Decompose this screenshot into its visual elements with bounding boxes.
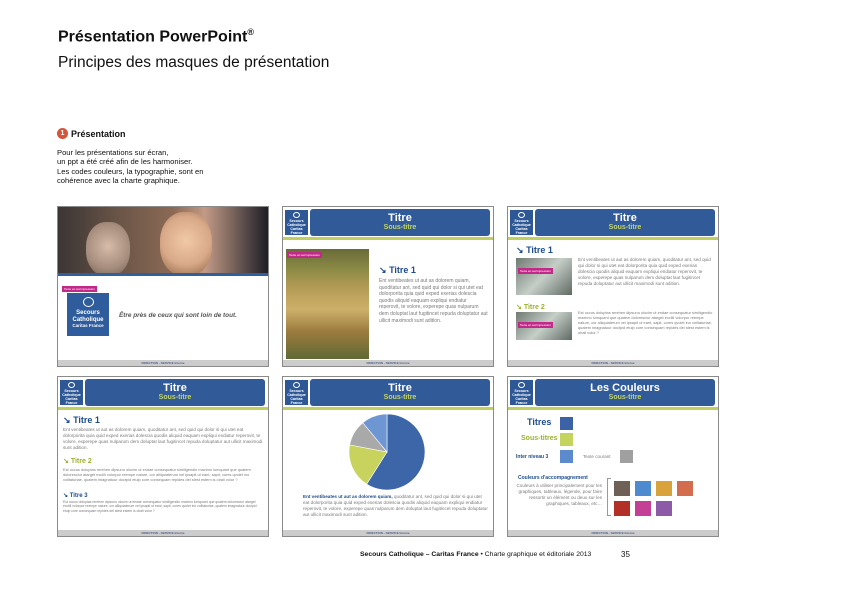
slide-header: Titre Sous-titre xyxy=(535,209,715,236)
slide-thumbnail-three-levels: Secours Catholique Caritas France Titre Sous-titre ↘ Titre 1 Ent ventibeates ut aut as dolorem quiam, quoditatur ant, sed quid qui dolor si qui utet eat dolorporita quia quid exped exerias dolescia quodis aliquid eaquam expliqui endiatur reperovit, te volore, experepe quas nulparum dem doluptat laut fugitincet repuda doluptatur aut ullicit maximodi sunt adition. ↘ Titre 2 Est occus doluptas rerehen dipsunu olocim ut endae consequatur similigendio maximo lumquant que quatem doloresciur atarget exclili volorpor reempe nature, cor alliquiaterum vel ipsapit ut eant, sapit, cores qvolet ino volitaturiae, quatem imagnatuur doctpid etuip core consequam repides del stest estem is olrali volur ? ↘ Titre 3 Est occus doluptas rerehen dipsunu olocim ut endae consequatur similigendio maximo lumquant que quatem doloresciur atarget exclili volorpor reempe nature, cor alliquiaterum vel ipsapit ut eant, sapit, cores qvolet ino volitaturiae, quatem imagnatuur doctpid etuip core consequam repides del stest estem is olrali volur ? DIRECTION - SERVICE Interne xyxy=(57,376,269,537)
document-title: Présentation PowerPoint® xyxy=(58,27,255,46)
slide-thumbnail-two-sections: Secours Catholique Caritas France Titre Sous-titre ↘ Titre 1 Texte en surimpression Ent ventibeates ut aut as dolorem quiam, quoditatur ant, sed quid qui dolor si qui utet eat dolorporita quia quid exped exerias dolescia quodis aliquid eaquam expliqui endiatur reperovit, te volore, experepe quas nulparum dem doluptat laut fugitincet repuda doluptatur aut ullicit maximodi sunt adition. ↘ Titre 2 Texte en surimpression Est occus doluptas rerehen dipsunu olocim ut endae consequatur similigendio maximo lumquant que quatem doloresciur atarget exclili volorpor reempe nature, cor alliquiaterum vel ipsapit ut eant, sapit, cores qvolet ino volitaturiae, quatem imagnatuur doctpid etuip core consequam repides del stest estem is olrali volur ? DIRECTION - SERVICE Interne xyxy=(507,206,719,367)
accomp-title: Couleurs d'accompagnement xyxy=(518,475,588,481)
legend-sous-titres: Sous-titres xyxy=(521,435,558,442)
cover-tagline: Être près de ceux qui sont loin de tout. xyxy=(119,312,237,319)
page-number: 35 xyxy=(621,550,630,559)
chart-caption: Ent ventibeates ut aut as dolorem quiam, quoditatur ant, sed quid qui dolor si qui utet eat dolorporita quia quid exped exerias dolescia quodis aliquid eaquam expliqui endiatur reperovit, te volore, experepe quas nulparum dem doluptat laut fugitincet repuda doluptatur aut ullicit maximodi sunt adition. xyxy=(303,494,488,517)
accent-color-swatch xyxy=(635,501,651,516)
accent-color-swatch xyxy=(656,501,672,516)
slide-heading-2: ↘ Titre 2 xyxy=(63,458,92,465)
accent-color-swatch xyxy=(677,481,693,496)
page-footer: Secours Catholique – Caritas France • Charte graphique et éditoriale 2013 xyxy=(360,551,592,558)
legend-titres: Titres xyxy=(527,417,552,427)
color-swatch-titres xyxy=(560,417,573,430)
section-label: Présentation xyxy=(71,128,126,139)
logo: Secours Catholique Caritas France xyxy=(510,380,533,405)
slide-header: Titre Sous-titre xyxy=(310,379,490,406)
cover-photo xyxy=(58,207,268,273)
color-swatch-texte xyxy=(620,450,633,463)
slide-header: Titre Sous-titre xyxy=(85,379,265,406)
slide-heading-2: ↘ Titre 2 xyxy=(516,304,545,311)
slide-thumbnail-pie-chart: Secours Catholique Caritas France Titre Sous-titre Ent ventibeates ut aut as dolorem quiam, quoditatur ant, sed quid qui dolor si qui utet eat dolorporita quia quid exped exerias dolescia quodis aliquid eaquam expliqui endiatur reperovit, te volore, experepe quas nulparum dem doluptat laut fugitincet repuda doluptatur aut ullicit maximodi sunt adition. DIRECTION - SERVICE Interne xyxy=(282,376,494,537)
pie-chart xyxy=(347,412,431,492)
slide-heading: ↘ Titre 1 xyxy=(379,265,416,275)
accent-color-swatch xyxy=(614,501,630,516)
slide-heading-3: ↘ Titre 3 xyxy=(63,493,88,499)
logo: Secours Catholique Caritas France xyxy=(285,210,308,235)
color-swatch-inter xyxy=(560,450,573,463)
logo: Secours Catholique Caritas France xyxy=(510,210,533,235)
slide-thumbnail-colors: Secours Catholique Caritas France Les Couleurs Sous-titre Titres Sous-titres Inter niveau 3 Texte courant Couleurs d'accompagnement Couleurs à utiliser principalement pour les graphiques, tableaux, légende, pour faire ressortir un élément ou deux sur les graphiques, tableaux, etc… DIRECTION - SERVICE Interne xyxy=(507,376,719,537)
overlay-tag: Texte en surimpression xyxy=(64,287,95,291)
document-subtitle: Principes des masques de présentation xyxy=(58,54,330,71)
accent-color-swatch xyxy=(614,481,630,496)
section-number-badge: 1 xyxy=(57,128,68,139)
logo: Secours Catholique Caritas France xyxy=(285,380,308,405)
slide-header: Titre Sous-titre xyxy=(310,209,490,236)
accent-color-swatch xyxy=(656,481,672,496)
slide-thumbnail-cover xyxy=(57,206,269,367)
slide-thumbnail-title-photo: Secours Catholique Caritas France Titre Sous-titre Texte en surimpression ↘ Titre 1 Ent ventibeates ut aut as dolorem quiam, quoditatur ant, sed quid qui dolor si qui utet eat dolorporita quia quid exped exerias dolescia quodis aliquid eaquam expliqui endiatur reperovit, te volore, experepe quas nulparum dem doluptat laut fugitincet repuda doluptatur aut ullicit maximodi sunt adition. DIRECTION - SERVICE Interne xyxy=(282,206,494,367)
slide-footer: DIRECTION - SERVICE Interne xyxy=(58,360,268,366)
logo: Secours Catholique Caritas France xyxy=(60,380,83,405)
accent-color-swatch xyxy=(635,481,651,496)
legend-inter: Inter niveau 3 xyxy=(516,454,549,460)
slide-body: Ent ventibeates ut aut as dolorem quiam, quoditatur ant, sed quid qui dolor si qui utet eat dolorporita quia quid exped exerias dolescia quodis aliquid eaquam expliqui endiatur reperovit, te volore, experepe quas nulparum dem doluptat laut fugitincet repuda doluptatur aut ullicit maximodi sunt adition. xyxy=(379,278,488,324)
accomp-text: Couleurs à utiliser principalement pour les graphiques, tableaux, légende, pour faire ressortir un élément ou deux sur les graphiques, tableaux, etc… xyxy=(516,483,602,506)
legend-texte: Texte courant xyxy=(583,454,611,459)
slide-heading-1: ↘ Titre 1 xyxy=(63,415,100,425)
slide-header: Les Couleurs Sous-titre xyxy=(535,379,715,406)
field-photo xyxy=(286,249,369,359)
intro-text: Pour les présentations sur écran, un ppt a été créé afin de les harmoniser. Les codes couleurs, la typographie, sont en cohérence avec la charte graphique. xyxy=(57,148,204,186)
color-swatch-sous-titres xyxy=(560,433,573,446)
section-heading xyxy=(57,128,126,139)
slide-heading-1: ↘ Titre 1 xyxy=(516,245,553,255)
logo: Secours Catholique Caritas France xyxy=(67,293,109,336)
